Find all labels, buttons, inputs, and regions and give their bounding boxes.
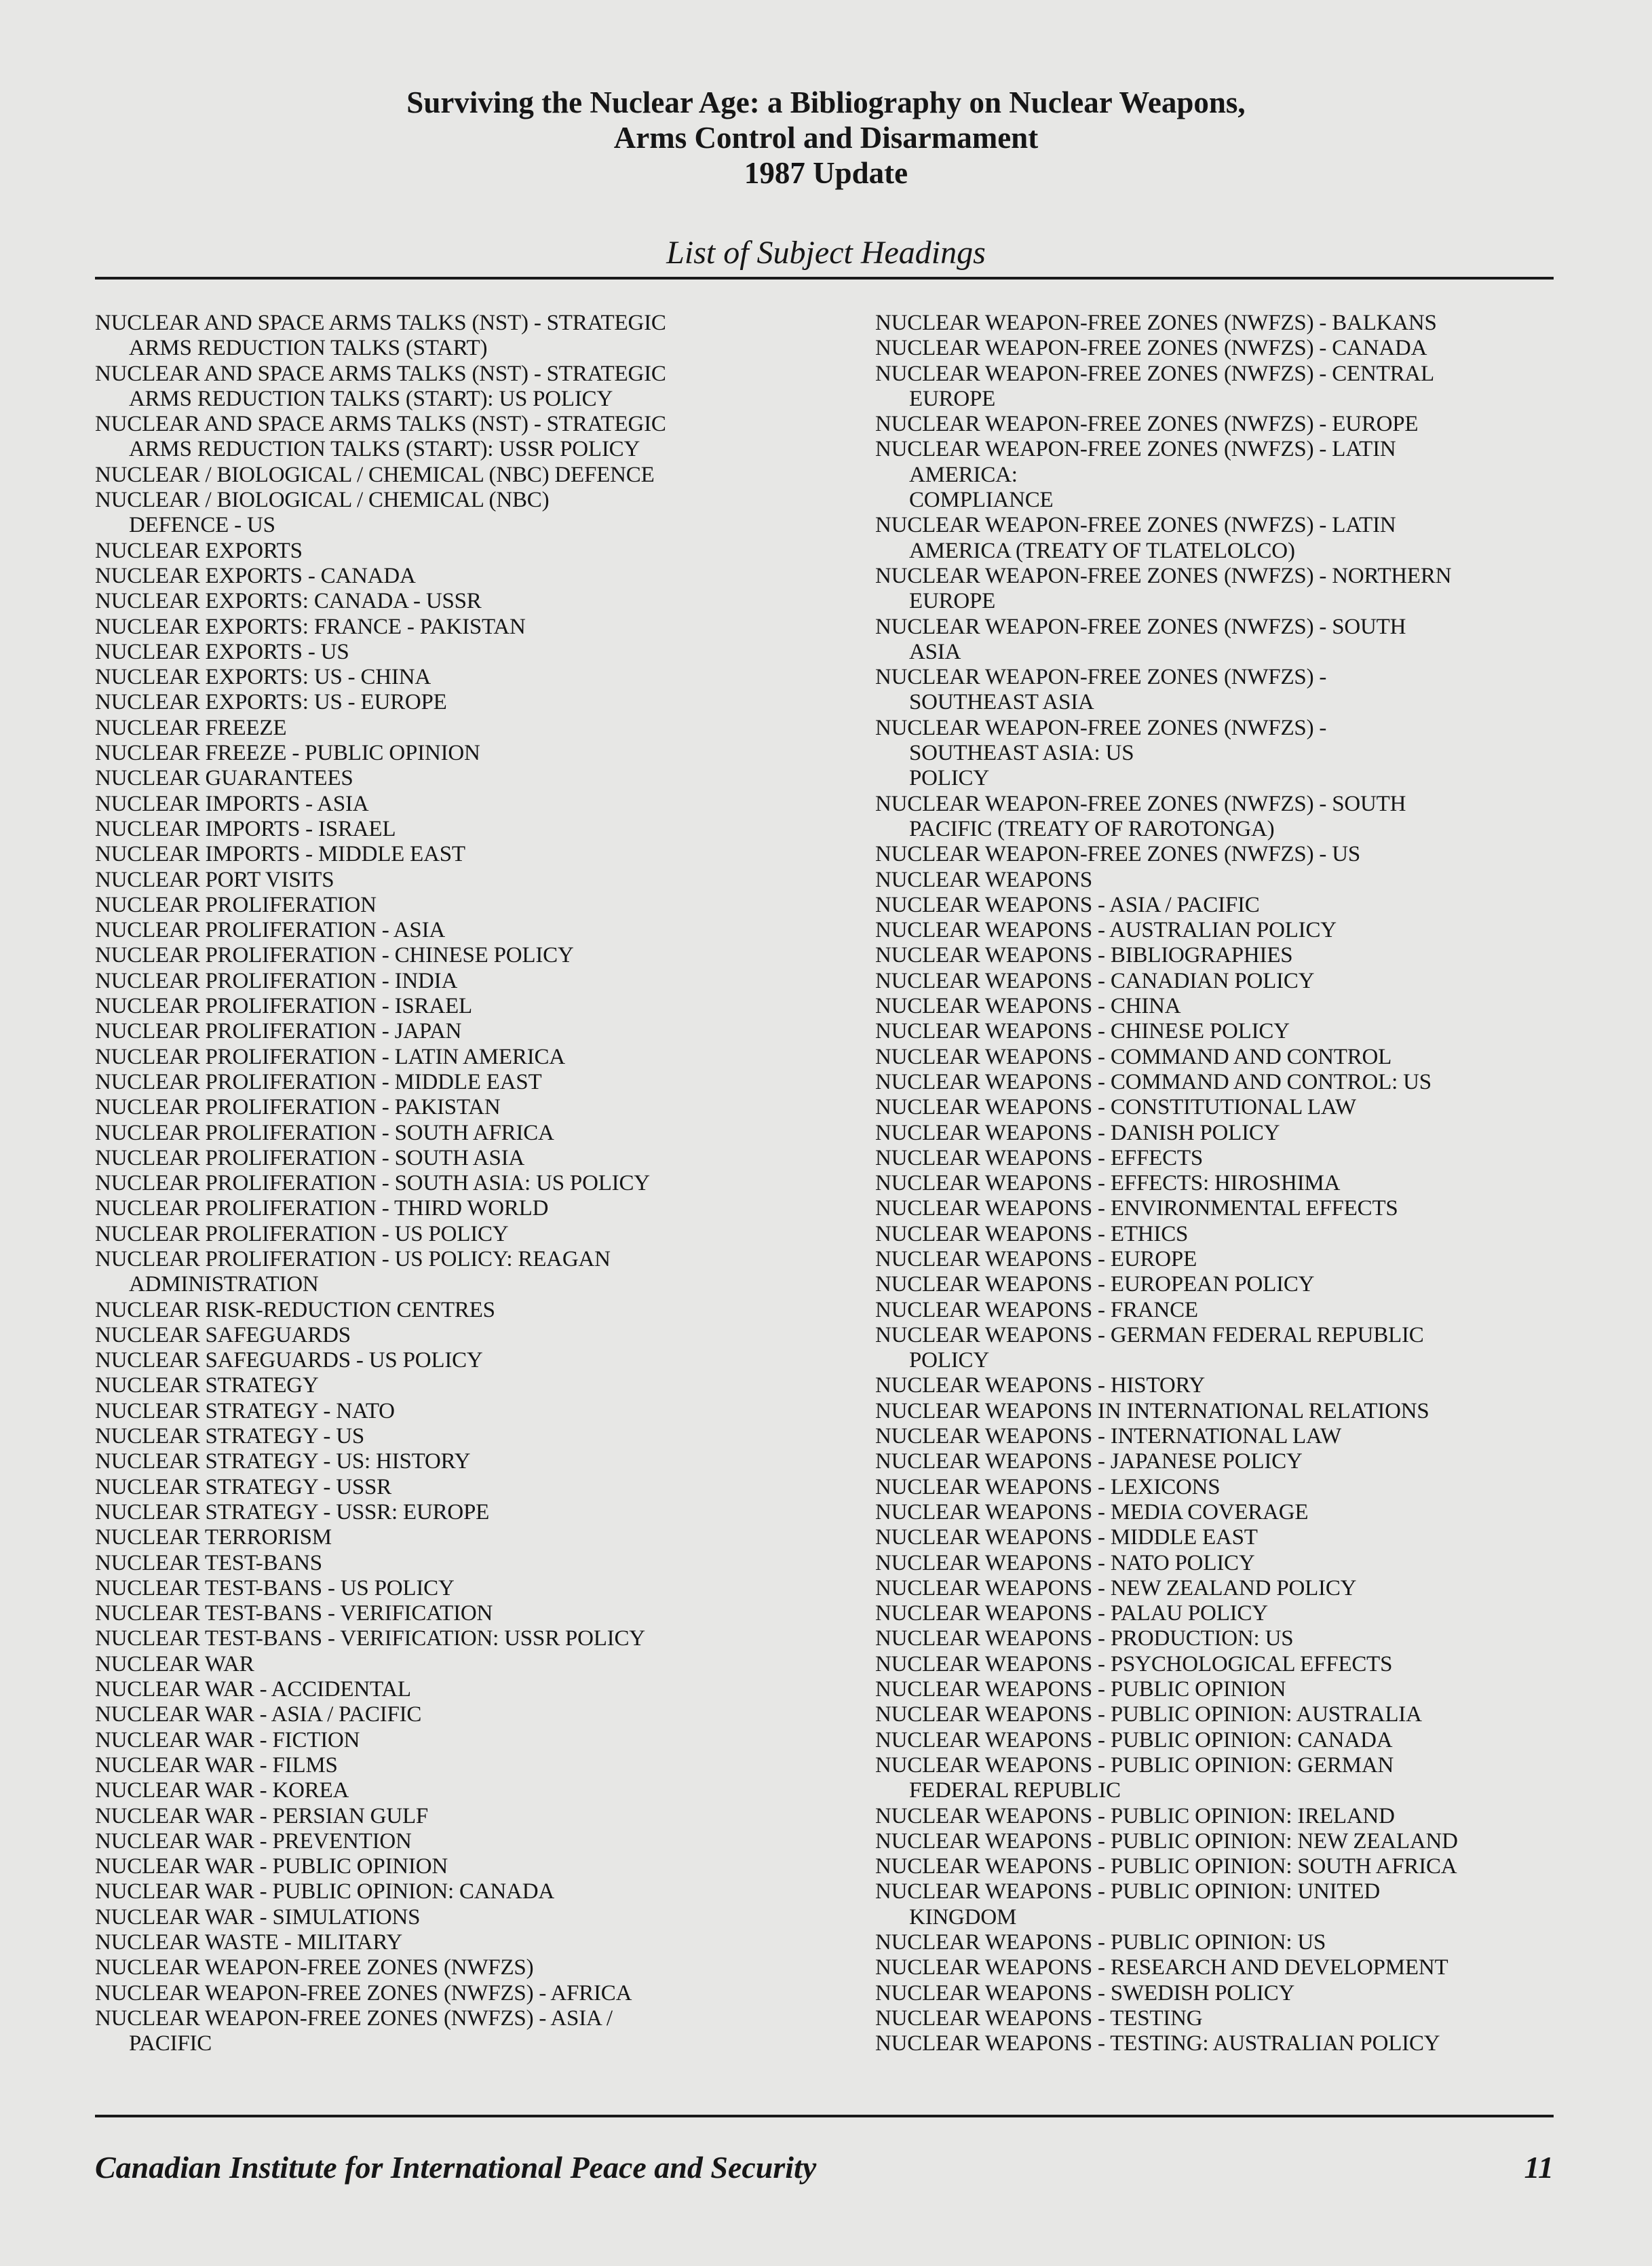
subject-heading: NUCLEAR EXPORTS - CANADA xyxy=(95,563,416,588)
subject-heading: NUCLEAR RISK-REDUCTION CENTRES xyxy=(95,1297,495,1322)
subject-heading-continuation: SOUTHEAST ASIA xyxy=(909,690,1094,715)
subject-heading: NUCLEAR PROLIFERATION - SOUTH ASIA: US POLICY xyxy=(95,1171,650,1196)
subject-heading-continuation: POLICY xyxy=(909,766,989,791)
left-column xyxy=(95,311,841,2056)
subject-heading: NUCLEAR WEAPONS - NEW ZEALAND POLICY xyxy=(875,1575,1357,1600)
subject-heading: NUCLEAR STRATEGY - NATO xyxy=(95,1398,395,1423)
title-line-1: Surviving the Nuclear Age: a Bibliography on Nuclear Weapons, xyxy=(406,85,1246,119)
subject-heading: NUCLEAR WAR - KOREA xyxy=(95,1778,349,1803)
subject-heading: NUCLEAR EXPORTS: CANADA - USSR xyxy=(95,589,482,614)
subject-heading: NUCLEAR WEAPON-FREE ZONES (NWFZS) - NORTHERN xyxy=(875,563,1452,588)
subject-heading: NUCLEAR WEAPONS - AUSTRALIAN POLICY xyxy=(875,918,1337,943)
subject-heading: NUCLEAR WEAPON-FREE ZONES (NWFZS) - BALKANS xyxy=(875,311,1437,335)
subject-heading: NUCLEAR PROLIFERATION xyxy=(95,892,377,917)
subject-heading: NUCLEAR WEAPON-FREE ZONES (NWFZS) - LATIN xyxy=(875,437,1396,462)
subject-heading: NUCLEAR TEST-BANS xyxy=(95,1550,322,1575)
subject-heading: NUCLEAR STRATEGY xyxy=(95,1373,319,1398)
subject-heading-continuation: COMPLIANCE xyxy=(909,488,1054,513)
subject-heading: NUCLEAR STRATEGY - US xyxy=(95,1424,365,1449)
subject-heading: NUCLEAR WEAPONS - PUBLIC OPINION xyxy=(875,1677,1286,1702)
subject-heading: NUCLEAR WEAPONS - TESTING xyxy=(875,2005,1203,2031)
subject-heading-continuation: ARMS REDUCTION TALKS (START) xyxy=(129,336,488,361)
subject-heading: NUCLEAR WEAPONS - GERMAN FEDERAL REPUBLIC xyxy=(875,1322,1424,1347)
subject-heading: NUCLEAR WEAPON-FREE ZONES (NWFZS) - CANADA xyxy=(875,336,1427,361)
subject-heading: NUCLEAR PORT VISITS xyxy=(95,867,334,892)
subject-heading: NUCLEAR WEAPON-FREE ZONES (NWFZS) - AFRICA xyxy=(95,1980,632,2005)
subject-heading: NUCLEAR SAFEGUARDS - US POLICY xyxy=(95,1348,483,1373)
subject-heading: NUCLEAR WEAPONS - COMMAND AND CONTROL: US xyxy=(875,1069,1432,1094)
subject-heading: NUCLEAR WAR - FILMS xyxy=(95,1752,338,1778)
subject-heading: NUCLEAR WEAPONS - PUBLIC OPINION: UNITED xyxy=(875,1879,1380,1904)
subject-heading: NUCLEAR EXPORTS xyxy=(95,538,303,563)
subject-heading: NUCLEAR / BIOLOGICAL / CHEMICAL (NBC) xyxy=(95,488,550,513)
subject-heading: NUCLEAR WEAPONS - PRODUCTION: US xyxy=(875,1626,1294,1651)
subject-heading: NUCLEAR IMPORTS - ASIA xyxy=(95,791,369,816)
subject-heading: NUCLEAR WEAPONS - JAPANESE POLICY xyxy=(875,1449,1303,1474)
subject-heading-continuation: SOUTHEAST ASIA: US xyxy=(909,741,1134,766)
subject-heading-continuation: AMERICA: xyxy=(909,462,1018,487)
subject-heading: NUCLEAR WEAPONS - HISTORY xyxy=(875,1373,1206,1398)
subject-heading: NUCLEAR WEAPON-FREE ZONES (NWFZS) - xyxy=(875,715,1327,740)
subject-heading: NUCLEAR WEAPONS - PUBLIC OPINION: US xyxy=(875,1930,1326,1955)
subject-heading: NUCLEAR WEAPON-FREE ZONES (NWFZS) - LATIN xyxy=(875,513,1396,538)
subject-heading: NUCLEAR WEAPONS - PUBLIC OPINION: SOUTH AFRICA xyxy=(875,1854,1457,1879)
subject-heading-continuation: POLICY xyxy=(909,1348,989,1373)
document-title xyxy=(0,85,1652,191)
subject-heading-continuation: ADMINISTRATION xyxy=(129,1272,319,1297)
subject-heading: NUCLEAR / BIOLOGICAL / CHEMICAL (NBC) DEFENCE xyxy=(95,462,655,487)
subject-heading: NUCLEAR WEAPON-FREE ZONES (NWFZS) - US xyxy=(875,842,1361,867)
subject-heading: NUCLEAR WAR - PREVENTION xyxy=(95,1828,412,1854)
subject-heading: NUCLEAR PROLIFERATION - MIDDLE EAST xyxy=(95,1069,542,1094)
subject-heading-continuation: FEDERAL REPUBLIC xyxy=(909,1778,1121,1803)
subject-heading: NUCLEAR WASTE - MILITARY xyxy=(95,1930,403,1955)
subject-heading-continuation: EUROPE xyxy=(909,589,996,614)
title-line-2: Arms Control and Disarmament xyxy=(613,121,1039,155)
subject-heading: NUCLEAR WEAPON-FREE ZONES (NWFZS) xyxy=(95,1955,534,1980)
subject-heading: NUCLEAR WEAPONS - EFFECTS: HIROSHIMA xyxy=(875,1171,1341,1196)
subject-heading-continuation: ASIA xyxy=(909,639,961,664)
subject-heading: NUCLEAR WEAPONS - PUBLIC OPINION: NEW ZEALAND xyxy=(875,1828,1458,1854)
subject-heading: NUCLEAR WEAPONS - PALAU POLICY xyxy=(875,1601,1268,1626)
subject-heading: NUCLEAR PROLIFERATION - PAKISTAN xyxy=(95,1095,501,1120)
subject-heading: NUCLEAR WAR - PUBLIC OPINION: CANADA xyxy=(95,1879,554,1904)
subject-heading: NUCLEAR WEAPONS - COMMAND AND CONTROL xyxy=(875,1044,1392,1069)
subject-heading: NUCLEAR PROLIFERATION - CHINESE POLICY xyxy=(95,943,574,968)
subject-heading: NUCLEAR WEAPON-FREE ZONES (NWFZS) - EUROPE xyxy=(875,412,1419,437)
subject-heading: NUCLEAR AND SPACE ARMS TALKS (NST) - STRATEGIC xyxy=(95,311,666,335)
subject-heading: NUCLEAR WEAPONS - DANISH POLICY xyxy=(875,1120,1280,1145)
subject-heading: NUCLEAR TEST-BANS - VERIFICATION: USSR POLICY xyxy=(95,1626,645,1651)
subject-heading-continuation: KINGDOM xyxy=(909,1904,1017,1929)
subject-heading: NUCLEAR SAFEGUARDS xyxy=(95,1322,351,1347)
subject-heading: NUCLEAR WEAPONS - PUBLIC OPINION: AUSTRALIA xyxy=(875,1702,1422,1727)
subject-heading: NUCLEAR EXPORTS: US - EUROPE xyxy=(95,690,447,715)
subject-heading: NUCLEAR WEAPONS - LEXICONS xyxy=(875,1474,1221,1499)
subject-heading: NUCLEAR WAR - PERSIAN GULF xyxy=(95,1803,429,1828)
subject-heading: NUCLEAR FREEZE - PUBLIC OPINION xyxy=(95,741,480,766)
subject-heading: NUCLEAR PROLIFERATION - US POLICY: REAGAN xyxy=(95,1246,611,1271)
subject-heading: NUCLEAR WEAPONS - ETHICS xyxy=(875,1221,1189,1246)
subject-heading-continuation: DEFENCE - US xyxy=(129,513,275,538)
subject-heading: NUCLEAR PROLIFERATION - INDIA xyxy=(95,968,458,993)
subject-heading: NUCLEAR WEAPONS - CONSTITUTIONAL LAW xyxy=(875,1095,1356,1120)
subject-heading: NUCLEAR IMPORTS - ISRAEL xyxy=(95,816,396,841)
subject-heading: NUCLEAR IMPORTS - MIDDLE EAST xyxy=(95,842,465,867)
subject-heading-continuation: PACIFIC (TREATY OF RAROTONGA) xyxy=(909,816,1275,841)
subject-heading: NUCLEAR WEAPON-FREE ZONES (NWFZS) - xyxy=(875,665,1327,690)
subject-heading: NUCLEAR WEAPONS - NATO POLICY xyxy=(875,1550,1255,1575)
subject-heading: NUCLEAR WEAPONS IN INTERNATIONAL RELATIONS xyxy=(875,1398,1429,1423)
subject-heading: NUCLEAR AND SPACE ARMS TALKS (NST) - STRATEGIC xyxy=(95,361,666,386)
subject-heading: NUCLEAR WEAPONS - ASIA / PACIFIC xyxy=(875,892,1260,917)
subject-heading: NUCLEAR PROLIFERATION - ASIA xyxy=(95,918,446,943)
subject-heading: NUCLEAR WEAPONS - SWEDISH POLICY xyxy=(875,1980,1295,2005)
subject-heading: NUCLEAR PROLIFERATION - LATIN AMERICA xyxy=(95,1044,565,1069)
subject-heading: NUCLEAR WEAPONS - TESTING: AUSTRALIAN POLICY xyxy=(875,2031,1440,2056)
subject-heading-continuation: ARMS REDUCTION TALKS (START): USSR POLICY xyxy=(129,437,640,462)
subject-heading: NUCLEAR STRATEGY - USSR: EUROPE xyxy=(95,1499,490,1524)
subject-heading: NUCLEAR TERRORISM xyxy=(95,1525,332,1550)
page-number: 11 xyxy=(1524,2150,1554,2185)
subject-heading: NUCLEAR EXPORTS: US - CHINA xyxy=(95,665,431,690)
subject-heading-continuation: PACIFIC xyxy=(129,2031,212,2056)
subject-heading: NUCLEAR WEAPONS - FRANCE xyxy=(875,1297,1198,1322)
subject-heading-continuation: ARMS REDUCTION TALKS (START): US POLICY xyxy=(129,386,613,411)
section-subheading: List of Subject Headings xyxy=(666,235,986,271)
subject-heading: NUCLEAR EXPORTS - US xyxy=(95,639,349,664)
subject-heading: NUCLEAR PROLIFERATION - JAPAN xyxy=(95,1019,462,1044)
subject-heading: NUCLEAR STRATEGY - USSR xyxy=(95,1474,391,1499)
subject-heading: NUCLEAR GUARANTEES xyxy=(95,766,353,791)
subject-heading: NUCLEAR WEAPON-FREE ZONES (NWFZS) - SOUTH xyxy=(875,791,1406,816)
top-divider xyxy=(95,277,1554,280)
subject-heading: NUCLEAR TEST-BANS - VERIFICATION xyxy=(95,1601,493,1626)
subject-heading: NUCLEAR WEAPONS - CANADIAN POLICY xyxy=(875,968,1315,993)
subject-heading: NUCLEAR PROLIFERATION - THIRD WORLD xyxy=(95,1196,549,1221)
subject-heading: NUCLEAR TEST-BANS - US POLICY xyxy=(95,1575,455,1600)
subject-heading: NUCLEAR WEAPONS - EUROPEAN POLICY xyxy=(875,1272,1315,1297)
subject-heading: NUCLEAR WEAPON-FREE ZONES (NWFZS) - ASIA / xyxy=(95,2005,613,2031)
subject-heading: NUCLEAR FREEZE xyxy=(95,715,287,740)
subject-heading: NUCLEAR WEAPON-FREE ZONES (NWFZS) - SOUTH xyxy=(875,614,1406,639)
subject-heading: NUCLEAR WAR - ASIA / PACIFIC xyxy=(95,1702,422,1727)
subject-heading: NUCLEAR AND SPACE ARMS TALKS (NST) - STRATEGIC xyxy=(95,412,666,437)
subject-heading: NUCLEAR WAR - SIMULATIONS xyxy=(95,1904,421,1929)
subject-heading: NUCLEAR WAR - PUBLIC OPINION xyxy=(95,1854,448,1879)
subject-heading: NUCLEAR WEAPONS - EFFECTS xyxy=(875,1145,1204,1170)
subject-heading: NUCLEAR WEAPONS - PUBLIC OPINION: IRELAND xyxy=(875,1803,1395,1828)
subject-heading: NUCLEAR WEAPON-FREE ZONES (NWFZS) - CENTRAL xyxy=(875,361,1435,386)
subject-heading: NUCLEAR WEAPONS - RESEARCH AND DEVELOPMENT xyxy=(875,1955,1448,1980)
subject-heading: NUCLEAR WEAPONS xyxy=(875,867,1092,892)
subject-heading: NUCLEAR WEAPONS - MIDDLE EAST xyxy=(875,1525,1258,1550)
subject-heading: NUCLEAR EXPORTS: FRANCE - PAKISTAN xyxy=(95,614,526,639)
subject-heading: NUCLEAR WEAPONS - CHINESE POLICY xyxy=(875,1019,1290,1044)
subject-heading: NUCLEAR PROLIFERATION - SOUTH AFRICA xyxy=(95,1120,554,1145)
subject-heading: NUCLEAR WEAPONS - INTERNATIONAL LAW xyxy=(875,1424,1341,1449)
bottom-divider xyxy=(95,2115,1554,2117)
subject-heading: NUCLEAR WEAPONS - PUBLIC OPINION: CANADA xyxy=(875,1727,1393,1752)
subject-heading: NUCLEAR WAR - FICTION xyxy=(95,1727,360,1752)
subject-heading: NUCLEAR PROLIFERATION - SOUTH ASIA xyxy=(95,1145,525,1170)
title-line-3: 1987 Update xyxy=(744,156,908,190)
right-column xyxy=(875,311,1554,2056)
subject-heading: NUCLEAR WAR - ACCIDENTAL xyxy=(95,1677,411,1702)
subject-heading: NUCLEAR PROLIFERATION - ISRAEL xyxy=(95,994,472,1019)
subject-heading: NUCLEAR WEAPONS - BIBLIOGRAPHIES xyxy=(875,943,1293,968)
subject-heading: NUCLEAR STRATEGY - US: HISTORY xyxy=(95,1449,471,1474)
subject-heading-continuation: AMERICA (TREATY OF TLATELOLCO) xyxy=(909,538,1295,563)
subject-heading: NUCLEAR WEAPONS - EUROPE xyxy=(875,1246,1197,1271)
subject-heading: NUCLEAR WEAPONS - MEDIA COVERAGE xyxy=(875,1499,1309,1524)
subject-heading: NUCLEAR WAR xyxy=(95,1651,254,1676)
subject-heading: NUCLEAR WEAPONS - PUBLIC OPINION: GERMAN xyxy=(875,1752,1394,1778)
subject-heading: NUCLEAR WEAPONS - CHINA xyxy=(875,994,1181,1019)
footer-organization: Canadian Institute for International Peace and Security xyxy=(95,2150,817,2185)
subject-heading-continuation: EUROPE xyxy=(909,386,996,411)
subject-heading: NUCLEAR WEAPONS - PSYCHOLOGICAL EFFECTS xyxy=(875,1651,1393,1676)
subject-heading: NUCLEAR WEAPONS - ENVIRONMENTAL EFFECTS xyxy=(875,1196,1398,1221)
subject-heading: NUCLEAR PROLIFERATION - US POLICY xyxy=(95,1221,509,1246)
